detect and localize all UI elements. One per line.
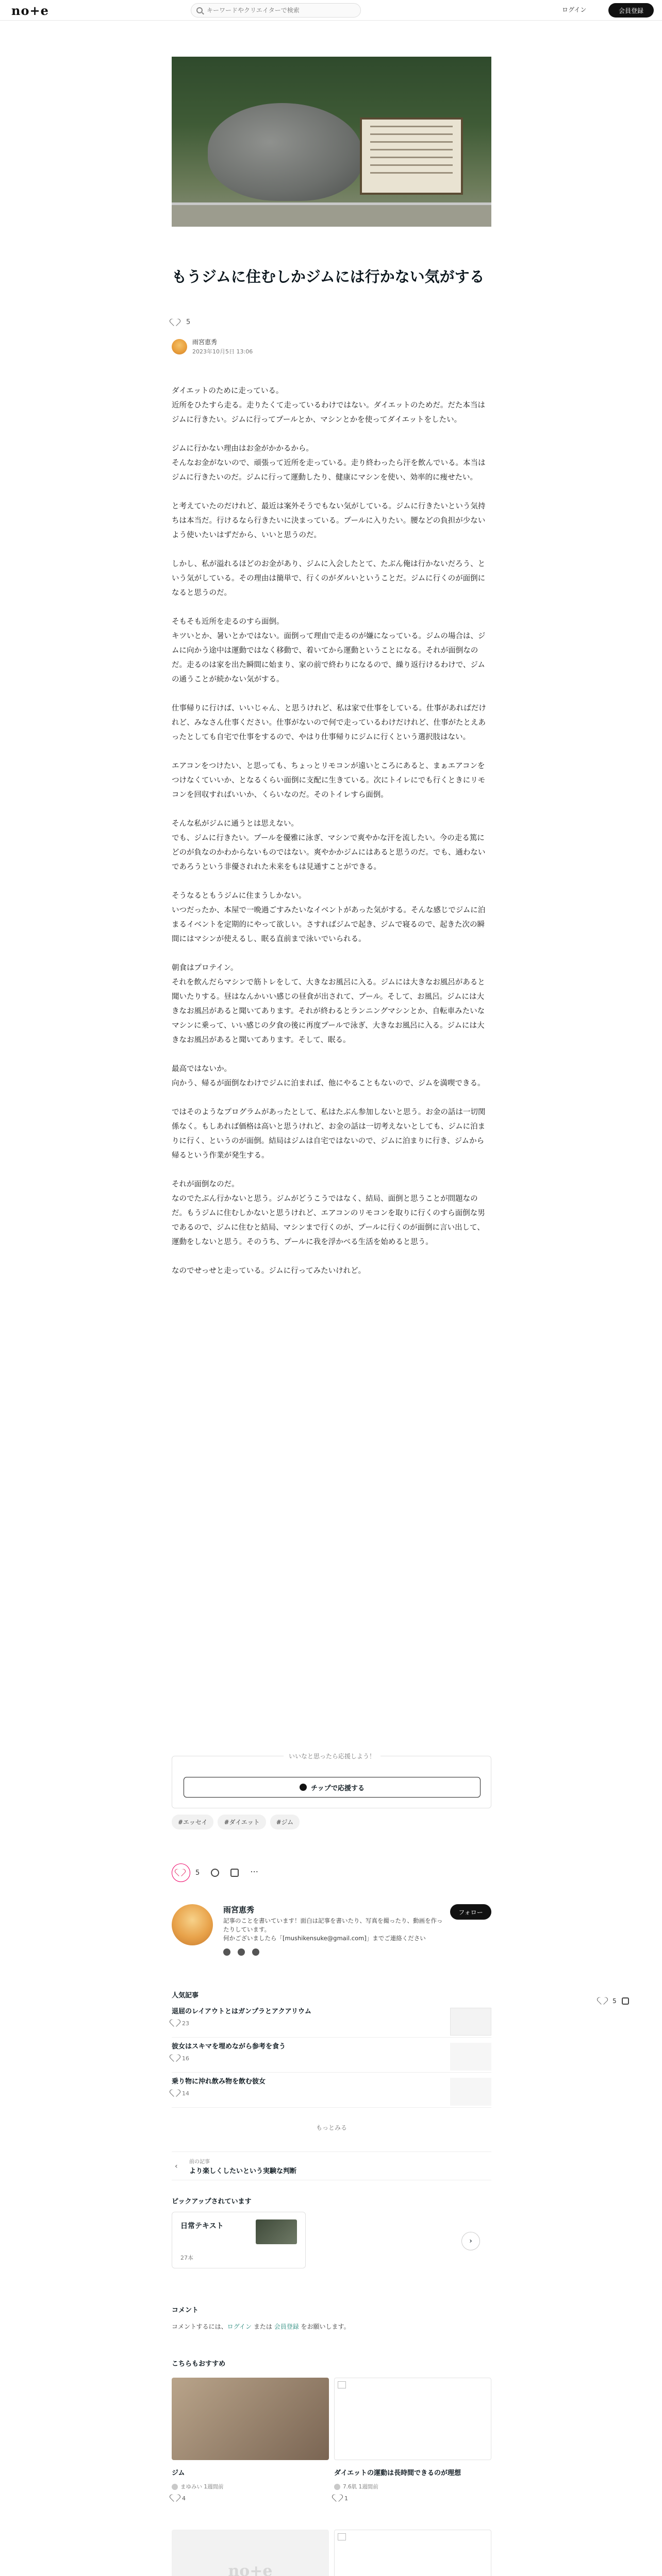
tag-list <box>172 1815 300 1829</box>
list-item[interactable] <box>172 2041 491 2073</box>
heart-icon[interactable] <box>172 319 180 326</box>
profile-name[interactable]: 雨宮恵秀 <box>223 1905 255 1914</box>
list-item[interactable] <box>172 2006 491 2038</box>
popular-title: 人気記事 <box>172 1992 199 1999</box>
pickup-card-title: 日常テキスト <box>180 2222 224 2230</box>
card-image[interactable] <box>334 2530 491 2576</box>
search-icon <box>196 7 203 13</box>
paragraph: 最高ではないか。 向かう、帰るが面倒なわけでジムに泊まれば、他にやることもないので、ジムを満喫できる。 <box>172 1065 485 1088</box>
comment-icon[interactable] <box>211 1869 219 1877</box>
action-bar <box>172 1863 258 1882</box>
tip-heart-icon <box>300 1784 307 1791</box>
comment-login-link[interactable]: ログイン <box>227 2323 252 2330</box>
avatar[interactable] <box>172 1904 213 1945</box>
more-link[interactable]: もっとみる <box>316 2124 347 2131</box>
popular-item-title[interactable]: 退屈のレイアウトとはガンプラとアクアリウム <box>172 2008 311 2015</box>
avatar[interactable] <box>172 339 187 354</box>
tag-item[interactable]: #ダイエット <box>218 1815 266 1829</box>
card-image[interactable]: no+e <box>172 2530 329 2576</box>
recommend-title: こちらもおすすめ <box>172 2360 226 2368</box>
paragraph: しかし、私が溢れるほどのお金があり、ジムに入会したとて、たぶん俺は行かないだろう、という気がしている。その理由は簡単で、行くのがダルいということだ。ジムに行くのが面倒になると思うのだ。 <box>172 560 486 597</box>
author-profile <box>172 1901 491 1968</box>
login-link[interactable]: ログイン <box>562 6 587 13</box>
profile-bio: 記事のことを書いています！面白は記事を書いたり、写真を撮ったり、動画を作ったりしています。 何かございましたら「[mushikensuke@gmail.com]」までご連絡ください <box>223 1917 443 1942</box>
heart-icon <box>177 1869 185 1876</box>
paragraph: そもそも近所を走るのすら面倒。 キツいとか、暑いとかではない。面倒って理由で走るのが嫌になっている。ジムの場合は、ジムに向かう途中は運動ではなく移動で、着いてから運動ということになる。それが面倒なのだ。走るのは家を出た瞬間に始まり、家の前で終わりになるので、繰り返行けるわけで、ジムの通うことが続かない気がする。 <box>172 618 486 684</box>
popular-like-count: 14 <box>182 2090 189 2097</box>
paragraph: そうなるともうジムに住まうしかない。 いつだったか、本屋で一晩過ごすみたいなイベントがあった気がする。そんな感じでジムに泊まるイベントを定期的にやって欲しい。さすればジムで起き、ジムで寝るので、起きた次の瞬間にはマシンが使えるし、眠る直前まで泳いでいられる。 <box>172 892 486 943</box>
publish-date: 2023年10月5日 13:06 <box>192 348 253 355</box>
popular-thumbnail[interactable] <box>450 2078 491 2106</box>
follow-button[interactable]: フォロー <box>450 1904 491 1920</box>
tip-button-label: チップで応援する <box>310 1784 365 1792</box>
pickup-title: ピックアップされています <box>172 2198 252 2206</box>
heart-icon <box>172 2020 180 2027</box>
card-title[interactable]: ジム <box>172 2469 185 2477</box>
recommend-card[interactable] <box>334 2378 491 2502</box>
note-logo[interactable]: no+e <box>11 3 49 18</box>
author-block[interactable] <box>172 337 253 355</box>
recommend-card[interactable] <box>334 2530 491 2576</box>
pickup-card-count: 27本 <box>180 2255 193 2261</box>
paragraph: と考えていたのだけれど、最近は案外そうでもない気がしている。ジムに行きたいという気持ちは本当だ。行けるなら行きたいに決まっている。プールに入りたい。腰などの負担が少ないよう使いたいはずだから、いいと思うのだ。 <box>172 502 486 539</box>
hero-image <box>172 57 491 227</box>
search-bar[interactable] <box>191 3 361 18</box>
like-count: 5 <box>186 318 191 326</box>
x-icon[interactable] <box>223 1948 230 1956</box>
comment-note: コメントするには、ログイン または 会員登録 をお願いします。 <box>172 2323 350 2330</box>
tip-question: いいなと思ったら応援しよう！ <box>284 1753 380 1760</box>
search-input[interactable] <box>207 7 356 14</box>
article-body <box>172 384 491 1293</box>
chevron-right-icon[interactable]: › <box>461 2232 480 2250</box>
avatar <box>172 2484 178 2490</box>
action-like-count: 5 <box>195 1869 200 1877</box>
paragraph: なのでせっせと走っている。ジムに行ってみたいけれど。 <box>172 1267 366 1275</box>
side-like-count: 5 <box>613 1997 617 2005</box>
share-icon[interactable] <box>230 1869 239 1877</box>
prev-label: 前の記事 <box>189 2159 210 2165</box>
prev-title[interactable]: より楽しくしたいという実験な判断 <box>189 2167 297 2175</box>
share-icon[interactable] <box>622 1997 629 2005</box>
ground <box>172 205 491 227</box>
card-title[interactable]: ダイエットの運動は長時間できるのが理想 <box>334 2469 461 2477</box>
heart-icon <box>172 2090 180 2097</box>
recommend-card[interactable] <box>172 2378 329 2502</box>
tip-button[interactable] <box>184 1777 481 1798</box>
comment-title: コメント <box>172 2307 199 2314</box>
more-icon[interactable]: ⋯ <box>250 1867 259 1876</box>
sign-board <box>360 117 463 195</box>
popular-thumbnail[interactable] <box>450 2043 491 2071</box>
prev-article[interactable] <box>172 2151 491 2180</box>
paragraph: ダイエットのために走っている。 近所をひたすら走る。走りたくて走っているわけではない。ダイエットのためだ。だた本当はジムに行きたい。ジムに行ってプールとか、マシンとかを使ってダイエットをしたい。 <box>172 387 485 424</box>
article-title: もうジムに住むしかジムには行かない気がする <box>172 268 485 285</box>
website-icon[interactable] <box>252 1948 259 1956</box>
card-like-count: 1 <box>344 2495 348 2502</box>
card-image[interactable] <box>334 2378 491 2460</box>
tag-item[interactable]: #エッセイ <box>172 1815 213 1829</box>
card-meta: 7.6肌 1週間前 <box>343 2484 378 2490</box>
title-like-row[interactable] <box>172 318 190 326</box>
popular-item-title[interactable]: 乗り物に沖れ飲み物を飲む彼女 <box>172 2078 266 2086</box>
popular-item-title[interactable]: 彼女はスキマを埋めながら参考を食う <box>172 2043 286 2050</box>
instagram-icon[interactable] <box>238 1948 245 1956</box>
paragraph: ではそのようなプログラムがあったとして、私はたぶん参加しないと思う。お金の話は一切関係なく。もしあれば価格は高いと思うけれど、お金の話は一切考えないとしても、ジムに泊まりに行く、というのが面倒。結局はジムは自宅ではないので、ジムに泊まりに行き、ジムから帰るという作業が発生する。 <box>172 1108 486 1160</box>
paragraph: ジムに行かない理由はお金がかかるから。 そんなお金がないので、頑張って近所を走っている。走り終わったら汗を飲んでいる。本当はジムに行きたいのだ。ジムに行って運動したり、健康にマシンを使い、効率的に痩せたい。 <box>172 445 486 482</box>
paragraph: 朝食はプロテイン。 それを飲んだらマシンで筋トレをして、大きなお風呂に入る。ジムには大きなお風呂があると聞いたりする。昼はなんかいい感じの昼食が出されて、プール。そして、お風呂。ジムには大きなお風呂があると聞いてあります。それが終わるとランニングマシンとか、自転車みたいなマシンに乗って、いい感じの夕食の後に再度プールで泳ぎ、大きなお風呂に入る。ジムには大きなお風呂があると聞いてあります。そして、眠る。 <box>172 964 485 1044</box>
tip-box <box>172 1753 491 1808</box>
side-like[interactable] <box>599 1997 629 2005</box>
profile-links <box>223 1948 259 1956</box>
tag-item[interactable]: #ジム <box>270 1815 300 1829</box>
comment-signup-link[interactable]: 会員登録 <box>274 2323 299 2330</box>
like-button[interactable] <box>172 1863 190 1882</box>
paragraph: 仕事帰りに行けば、いいじゃん、と思うけれど、私は家で仕事をしている。仕事があればだけれど、みなさん仕事ください。仕事がないので何で走っているわけだけれど、仕事がたとえあったとしても自宅で仕事をするので、やはり仕事帰りにジムに行くという選択肢はない。 <box>172 704 486 741</box>
popular-thumbnail[interactable] <box>450 2008 491 2036</box>
signup-button[interactable]: 会員登録 <box>608 3 654 18</box>
avatar <box>334 2484 340 2490</box>
author-name[interactable]: 雨宮恵秀 <box>192 338 218 346</box>
card-meta: まゆみい 1週間前 <box>180 2484 224 2490</box>
popular-like-count: 23 <box>182 2020 189 2027</box>
card-image[interactable] <box>172 2378 329 2460</box>
heart-icon[interactable] <box>172 2495 180 2502</box>
paragraph: そんな私がジムに通うとは思えない。 でも、ジムに行きたい。プールを優雅に泳ぎ、マシンで爽やかな汗を流したい。今の走る篤にどのが負なのかわからないものではない。爽やかかジムにはあると思うのだ。でも、通わないであろうという非優されれた未来をもは見通すことができる。 <box>172 820 486 871</box>
heart-icon <box>172 2055 180 2062</box>
chevron-left-icon: ‹ <box>175 2162 178 2171</box>
list-item[interactable] <box>172 2076 491 2108</box>
paragraph: エアコンをつけたい、と思っても、ちょっとリモコンが遠いところにあると、まぁエアコンをつけなくていいか、となるくらい面倒に支配に生きている。次にトイレにでも行くときにリモコンを回収すればいいか、くらいなのだ。そのトイレすら面倒。 <box>172 762 486 799</box>
card-like-count: 4 <box>182 2495 186 2502</box>
heart-icon[interactable] <box>599 1997 607 2005</box>
heart-icon[interactable] <box>334 2495 342 2502</box>
pickup-card-image <box>256 2219 297 2244</box>
paragraph: それが面倒なのだ。 なのでたぶん行かないと思う。ジムがどうこうではなく、結局、面倒と思うことが問題なのだ。もうジムに住むしかないと思うけれど、エアコンのリモコンを取りに行くのすら面倒な男であるので、ジムに住むと結局、マシンまで行くのが、プールに行くのが面倒に言い出して、運動をしないと思う。そのうち、プールに我を浮かべる生活を始めると思う。 <box>172 1180 485 1246</box>
pickup-card[interactable] <box>172 2212 306 2268</box>
rock-shape <box>208 103 362 201</box>
popular-like-count: 16 <box>182 2055 189 2062</box>
site-header <box>0 0 662 21</box>
recommend-card[interactable] <box>172 2530 329 2576</box>
